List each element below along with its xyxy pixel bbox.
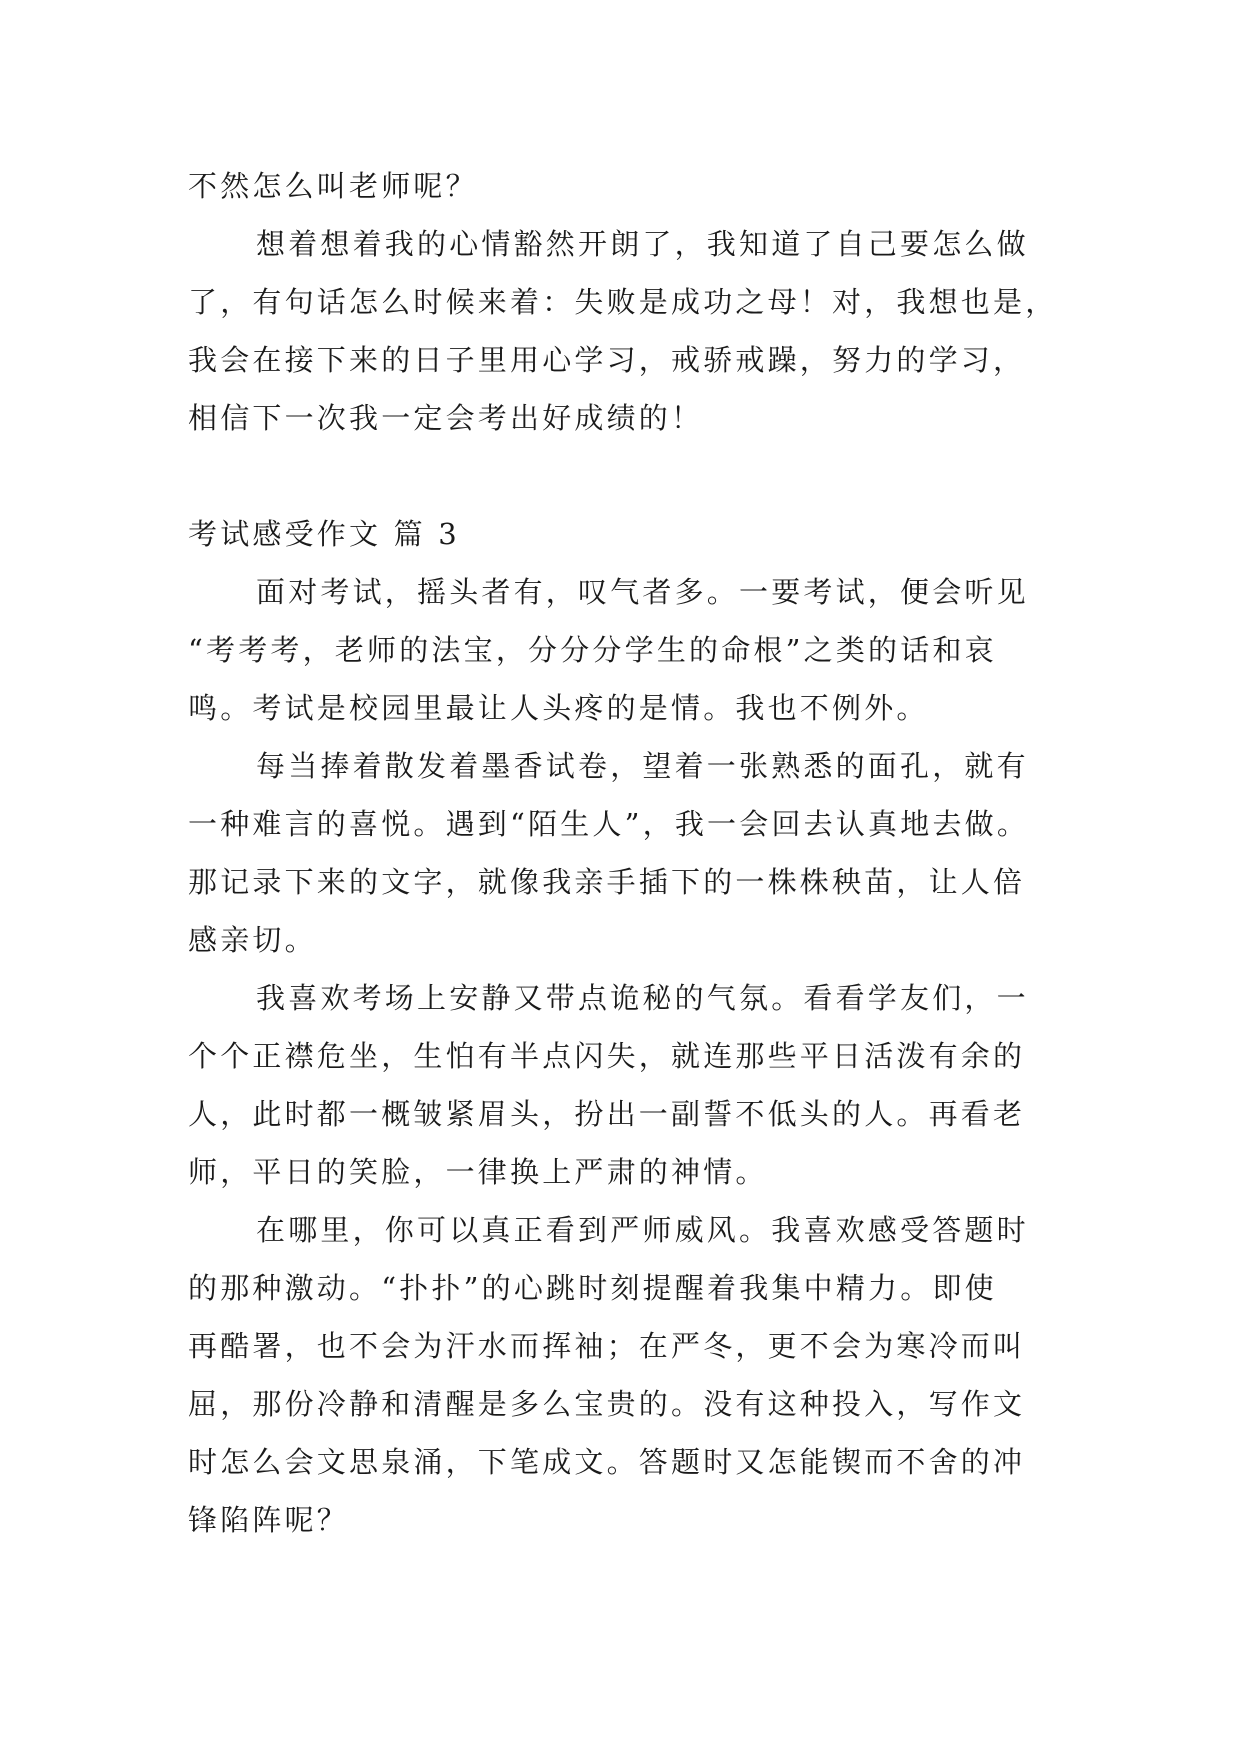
top-line-2: 想着想着我的心情豁然开朗了，我知道了自己要怎么做 — [256, 227, 1029, 261]
section-3 — [188, 505, 1068, 1549]
paragraph-line: 时怎么会文思泉涌，下笔成文。答题时又怎能锲而不舍的冲 — [188, 1445, 1026, 1479]
paragraph-line: “考考考，老师的法宝，分分分学生的命根”之类的话和哀 — [188, 633, 997, 667]
paragraph-line: 屈，那份冷静和清醒是多么宝贵的。没有这种投入，写作文 — [188, 1387, 1026, 1421]
paragraph-line: 面对考试，摇头者有，叹气者多。一要考试，便会听见 — [256, 575, 1029, 609]
paragraph-line: 人，此时都一概皱紧眉头，扮出一副誓不低头的人。再看老 — [188, 1097, 1026, 1131]
paragraph-line: 感亲切。 — [188, 923, 317, 957]
paragraph-line: 那记录下来的文字，就像我亲手插下的一株株秧苗，让人倍 — [188, 865, 1026, 899]
paragraph-line: 我喜欢考场上安静又带点诡秘的气氛。看看学友们，一 — [256, 981, 1029, 1015]
paragraph-line: 在哪里，你可以真正看到严师威风。我喜欢感受答题时 — [256, 1213, 1029, 1247]
paragraph-line: 每当捧着散发着墨香试卷，望着一张熟悉的面孔，就有 — [256, 749, 1029, 783]
paragraph-4 — [188, 1201, 1068, 1549]
paragraph-line: 个个正襟危坐，生怕有半点闪失，就连那些平日活泼有余的 — [188, 1039, 1026, 1073]
paragraph-2 — [188, 737, 1068, 969]
paragraph-line: 的那种激动。“扑扑”的心跳时刻提醒着我集中精力。即使 — [188, 1271, 997, 1305]
paragraph-line: 鸣。考试是校园里最让人头疼的是情。我也不例外。 — [188, 691, 929, 725]
paragraph-line: 师，平日的笑脸，一律换上严肃的神情。 — [188, 1155, 768, 1189]
top-line-3: 了，有句话怎么时候来着：失败是成功之母！对，我想也是， — [188, 285, 1058, 319]
top-line-5: 相信下一次我一定会考出好成绩的！ — [188, 401, 704, 435]
top-line-4: 我会在接下来的日子里用心学习，戒骄戒躁，努力的学习， — [188, 343, 1026, 377]
section-heading: 考试感受作文 篇 3 — [188, 517, 460, 551]
paragraph-line: 再酷署，也不会为汗水而挥袖；在严冬，更不会为寒冷而叫 — [188, 1329, 1026, 1363]
paragraph-1 — [188, 563, 1068, 737]
paragraph-line: 锋陷阵呢？ — [188, 1503, 350, 1537]
top-section — [188, 157, 1068, 447]
paragraph-line: 一种难言的喜悦。遇到“陌生人”，我一会回去认真地去做。 — [188, 807, 1030, 841]
top-line-1: 不然怎么叫老师呢？ — [188, 169, 478, 203]
paragraph-3 — [188, 969, 1068, 1201]
